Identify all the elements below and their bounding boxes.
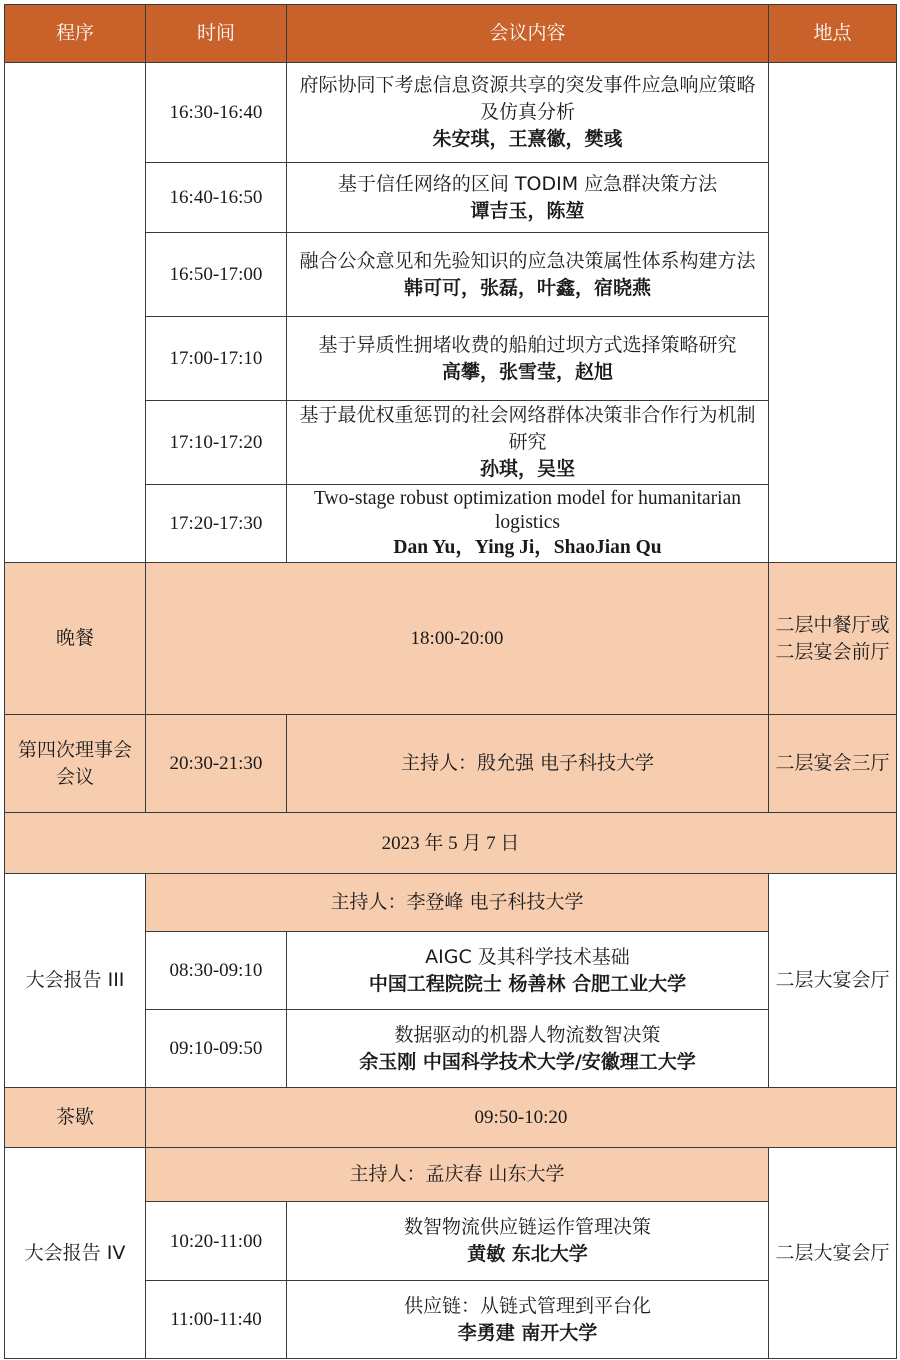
talk-authors: 余玉刚 中国科学技术大学/安徽理工大学 bbox=[359, 1050, 696, 1073]
plenary3-host-row bbox=[5, 874, 897, 932]
talk-time: 17:00-17:10 bbox=[146, 317, 287, 401]
talk-time: 16:30-16:40 bbox=[146, 63, 287, 163]
talk-title: 供应链：从链式管理到平台化 bbox=[403, 1294, 651, 1317]
talk-authors: 韩可可，张磊，叶鑫，宿晓燕 bbox=[403, 276, 651, 299]
talk-time: 17:10-17:20 bbox=[146, 401, 287, 485]
talk-authors: 孙琪，吴坚 bbox=[479, 458, 575, 480]
header-row bbox=[5, 5, 897, 63]
talk-time: 10:20-11:00 bbox=[146, 1202, 287, 1281]
table-row bbox=[5, 63, 897, 163]
talk-authors: 中国工程院院士 杨善林 合肥工业大学 bbox=[368, 972, 687, 995]
talk-title: 基于异质性拥堵收费的船舶过坝方式选择策略研究 bbox=[318, 333, 737, 356]
talk-time: 11:00-11:40 bbox=[146, 1281, 287, 1359]
council-time: 20:30-21:30 bbox=[146, 715, 287, 813]
talk-title: 数智物流供应链运作管理决策 bbox=[403, 1216, 651, 1238]
plenary4-place: 二层大宴会厅 bbox=[769, 1148, 897, 1359]
talk-title: 府际协同下考虑信息资源共享的突发事件应急响应策略及仿真分析 bbox=[299, 74, 756, 123]
plenary4-host: 主持人：孟庆春 山东大学 bbox=[146, 1148, 769, 1202]
talk-content bbox=[287, 401, 769, 485]
plenary3-label: 大会报告 III bbox=[5, 874, 146, 1088]
talk-title: AIGC 及其科学技术基础 bbox=[425, 945, 630, 968]
dinner-row bbox=[5, 563, 897, 715]
talk-content bbox=[287, 1281, 769, 1359]
talk-time: 16:40-16:50 bbox=[146, 163, 287, 233]
council-place: 二层宴会三厅 bbox=[769, 715, 897, 813]
talk-title: 融合公众意见和先验知识的应急决策属性体系构建方法 bbox=[299, 249, 756, 272]
program-cell-empty bbox=[5, 63, 146, 563]
plenary3-place: 二层大宴会厅 bbox=[769, 874, 897, 1088]
talk-title: Two-stage robust optimization model for humanitarian logistics bbox=[314, 488, 741, 533]
talk-title: 基于信任网络的区间 TODIM 应急群决策方法 bbox=[337, 172, 718, 195]
talk-authors: Dan Yu，Ying Ji，ShaoJian Qu bbox=[393, 537, 662, 558]
schedule-table bbox=[4, 4, 897, 1359]
talk-authors: 李勇建 南开大学 bbox=[457, 1321, 598, 1344]
council-content: 主持人：殷允强 电子科技大学 bbox=[287, 715, 769, 813]
tea-time: 09:50-10:20 bbox=[146, 1088, 897, 1148]
talk-content bbox=[287, 1010, 769, 1088]
plenary4-host-row bbox=[5, 1148, 897, 1202]
talk-content bbox=[287, 485, 769, 563]
talk-time: 09:10-09:50 bbox=[146, 1010, 287, 1088]
talk-content bbox=[287, 233, 769, 317]
talk-content bbox=[287, 163, 769, 233]
talk-content bbox=[287, 932, 769, 1010]
talk-time: 17:20-17:30 bbox=[146, 485, 287, 563]
talk-time: 08:30-09:10 bbox=[146, 932, 287, 1010]
plenary3-host: 主持人：李登峰 电子科技大学 bbox=[146, 874, 769, 932]
header-content: 会议内容 bbox=[287, 5, 769, 63]
header-program: 程序 bbox=[5, 5, 146, 63]
header-place: 地点 bbox=[769, 5, 897, 63]
council-row bbox=[5, 715, 897, 813]
plenary4-label: 大会报告 IV bbox=[5, 1148, 146, 1359]
talk-content bbox=[287, 63, 769, 163]
place-cell-empty bbox=[769, 63, 897, 563]
talk-content bbox=[287, 317, 769, 401]
talk-content bbox=[287, 1202, 769, 1281]
talk-time: 16:50-17:00 bbox=[146, 233, 287, 317]
header-time: 时间 bbox=[146, 5, 287, 63]
talk-authors: 高攀，张雪莹，赵旭 bbox=[441, 360, 613, 383]
council-label: 第四次理事会会议 bbox=[5, 715, 146, 813]
date-label: 2023 年 5 月 7 日 bbox=[5, 813, 897, 874]
date-row bbox=[5, 813, 897, 874]
talk-authors: 黄敏 东北大学 bbox=[467, 1243, 588, 1265]
talk-title: 基于最优权重惩罚的社会网络群体决策非合作行为机制研究 bbox=[299, 404, 756, 453]
tea-row bbox=[5, 1088, 897, 1148]
talk-authors: 朱安琪，王熹徽，樊彧 bbox=[432, 128, 623, 150]
dinner-time: 18:00-20:00 bbox=[146, 563, 769, 715]
dinner-label: 晚餐 bbox=[5, 563, 146, 715]
dinner-place: 二层中餐厅或二层宴会前厅 bbox=[769, 563, 897, 715]
tea-label: 茶歇 bbox=[5, 1088, 146, 1148]
talk-authors: 谭吉玉，陈堃 bbox=[470, 199, 585, 222]
talk-title: 数据驱动的机器人物流数智决策 bbox=[394, 1023, 661, 1046]
